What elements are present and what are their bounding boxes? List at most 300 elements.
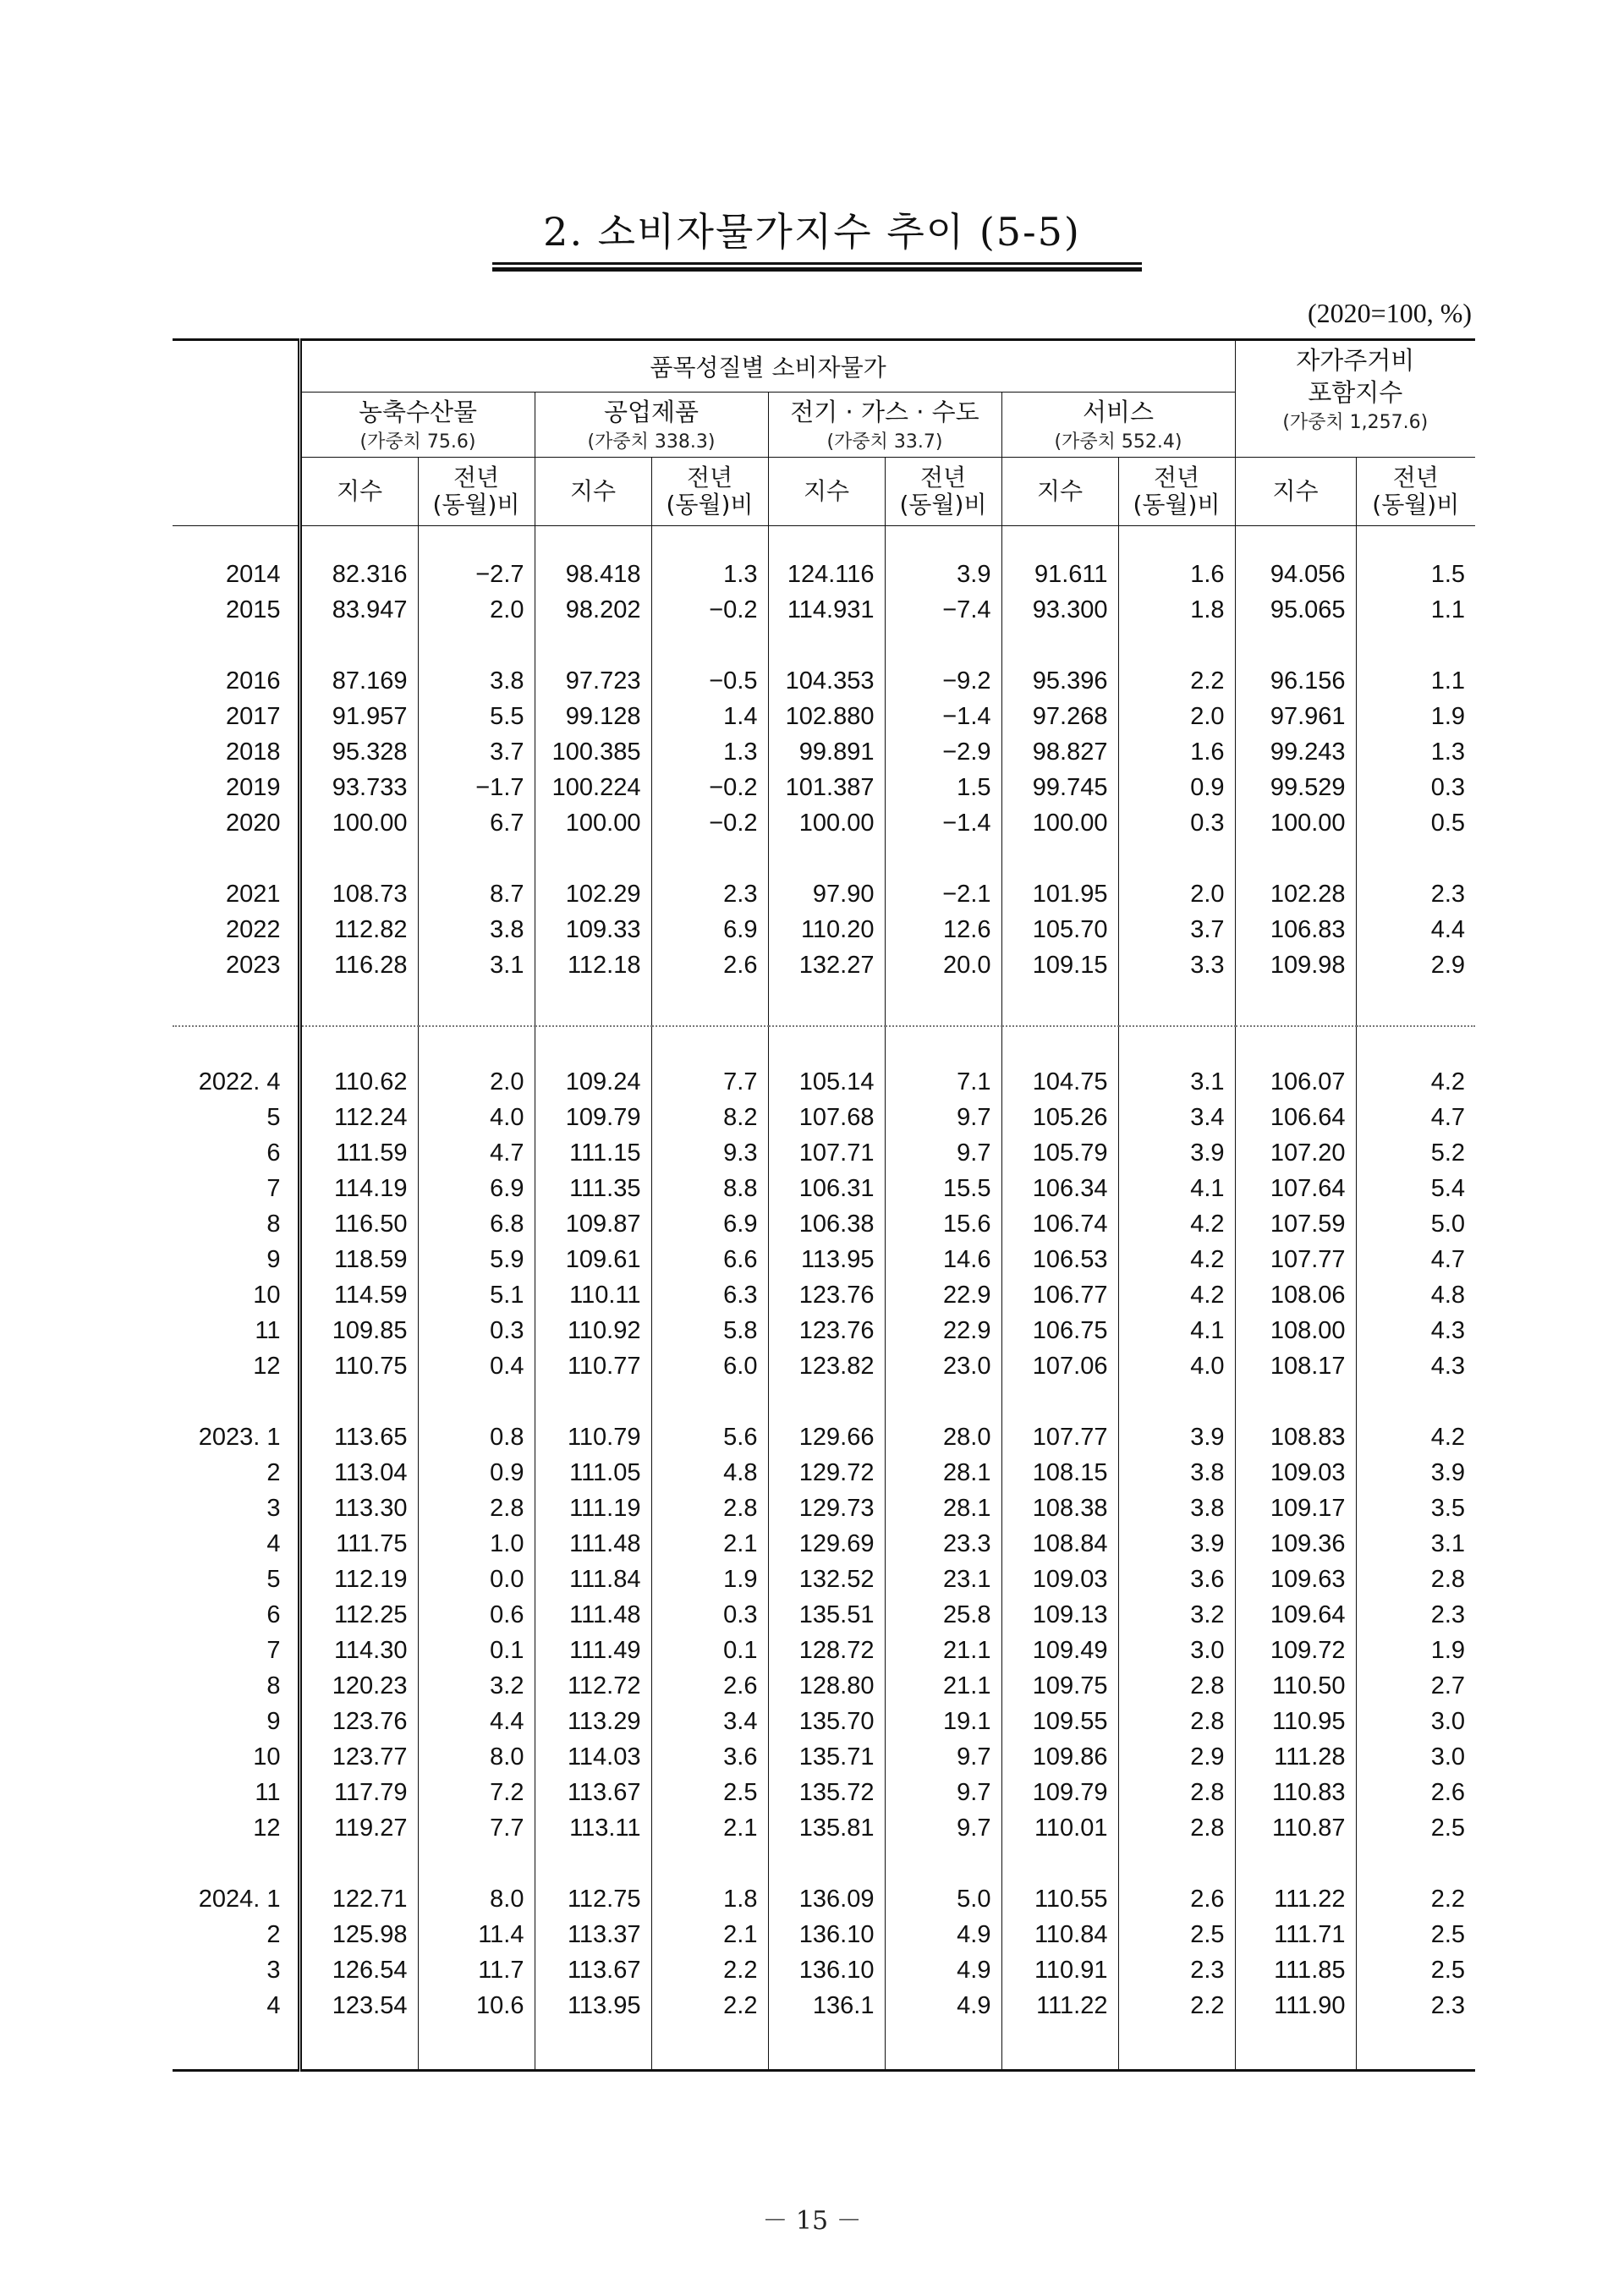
table-cell: 1.9 xyxy=(651,1562,768,1597)
row-label: 2018 xyxy=(225,738,281,766)
table-cell: 4.2 xyxy=(1118,1277,1235,1313)
table-row xyxy=(173,1135,1475,1171)
table-cell: −2.7 xyxy=(418,557,535,592)
table-cell: 109.03 xyxy=(1235,1455,1356,1491)
table-cell: 9.7 xyxy=(885,1135,1001,1171)
table-cell: 111.35 xyxy=(535,1171,651,1206)
table-cell: 28.1 xyxy=(885,1491,1001,1526)
table-cell: 106.75 xyxy=(1001,1313,1118,1348)
table-cell: 2.0 xyxy=(418,592,535,628)
table-cell: 3.7 xyxy=(1118,912,1235,947)
table-cell: −0.2 xyxy=(651,592,768,628)
table-cell: 97.90 xyxy=(768,876,885,912)
table-cell: 4.9 xyxy=(885,1917,1001,1952)
table-cell: 8.8 xyxy=(651,1171,768,1206)
table-cell: 7.7 xyxy=(418,1810,535,1846)
table-cell: 23.3 xyxy=(885,1526,1001,1562)
table-row xyxy=(173,1562,1475,1597)
row-label: 2024. 1 xyxy=(198,1886,281,1913)
table-cell: 2.5 xyxy=(1356,1810,1475,1846)
table-row xyxy=(173,1810,1475,1846)
table-cell: 111.85 xyxy=(1235,1952,1356,1988)
table-cell: 107.71 xyxy=(768,1135,885,1171)
table-cell: 21.1 xyxy=(885,1668,1001,1704)
row-label: 2017 xyxy=(225,703,281,730)
table-cell: 3.9 xyxy=(885,557,1001,592)
table-cell: 91.957 xyxy=(299,699,418,734)
table-cell: 107.68 xyxy=(768,1100,885,1135)
table-cell: 110.83 xyxy=(1235,1775,1356,1810)
row-label: 2015 xyxy=(225,596,281,623)
table-cell: 122.71 xyxy=(299,1881,418,1917)
table-cell: 107.77 xyxy=(1001,1419,1118,1455)
table-cell: 4.7 xyxy=(1356,1100,1475,1135)
sub-change-header: 전년 (동월)비 xyxy=(1118,458,1235,526)
table-cell: 99.243 xyxy=(1235,734,1356,770)
table-cell: 97.961 xyxy=(1235,699,1356,734)
table-cell: 110.87 xyxy=(1235,1810,1356,1846)
table-cell: 129.66 xyxy=(768,1419,885,1455)
table-cell: 107.06 xyxy=(1001,1348,1118,1384)
table-cell: 106.53 xyxy=(1001,1242,1118,1277)
table-cell: 5.0 xyxy=(1356,1206,1475,1242)
table-cell: 12.6 xyxy=(885,912,1001,947)
row-label: 2021 xyxy=(225,881,281,908)
table-cell: 119.27 xyxy=(299,1810,418,1846)
table-cell: 93.733 xyxy=(299,770,418,805)
table-cell: 95.396 xyxy=(1001,663,1118,699)
table-cell: 2.1 xyxy=(651,1810,768,1846)
table-cell: 3.1 xyxy=(1356,1526,1475,1562)
table-cell: 123.76 xyxy=(768,1277,885,1313)
table-cell: 109.36 xyxy=(1235,1526,1356,1562)
table-cell: 8.0 xyxy=(418,1881,535,1917)
table-cell: 10.6 xyxy=(418,1988,535,2023)
table-cell: 126.54 xyxy=(299,1952,418,1988)
table-cell: 95.065 xyxy=(1235,592,1356,628)
table-row xyxy=(173,1313,1475,1348)
table-cell: 5.4 xyxy=(1356,1171,1475,1206)
table-cell: 1.3 xyxy=(651,557,768,592)
category-name: 농축수산물 xyxy=(358,398,478,426)
table-cell: 14.6 xyxy=(885,1242,1001,1277)
sub-index-header: 지수 xyxy=(299,458,418,526)
sub-index-header: 지수 xyxy=(768,458,885,526)
table-cell: 112.72 xyxy=(535,1668,651,1704)
row-label: 11 xyxy=(255,1317,281,1344)
row-label: 2014 xyxy=(225,561,281,588)
table-cell: 22.9 xyxy=(885,1313,1001,1348)
table-cell: 3.0 xyxy=(1118,1633,1235,1668)
table-cell: 0.3 xyxy=(1118,805,1235,841)
table-cell: −2.1 xyxy=(885,876,1001,912)
table-cell: 4.1 xyxy=(1118,1171,1235,1206)
table-cell: 2.8 xyxy=(1118,1704,1235,1739)
table-cell: 2.6 xyxy=(1118,1881,1235,1917)
row-label: 12 xyxy=(253,1815,281,1842)
table-cell: 107.59 xyxy=(1235,1206,1356,1242)
table-cell: 110.01 xyxy=(1001,1810,1118,1846)
table-cell: 114.30 xyxy=(299,1633,418,1668)
table-cell: 4.8 xyxy=(651,1455,768,1491)
row-label: 2016 xyxy=(225,667,281,695)
table-cell: 2.0 xyxy=(418,1064,535,1100)
table-cell: 6.3 xyxy=(651,1277,768,1313)
table-cell: 2.6 xyxy=(651,1668,768,1704)
table-cell: 4.2 xyxy=(1118,1242,1235,1277)
table-cell: 4.9 xyxy=(885,1952,1001,1988)
table-cell: 112.18 xyxy=(535,947,651,983)
table-cell: 3.7 xyxy=(418,734,535,770)
table-cell: 8.2 xyxy=(651,1100,768,1135)
row-label: 12 xyxy=(253,1353,281,1380)
table-cell: 1.6 xyxy=(1118,734,1235,770)
table-cell: 100.00 xyxy=(1235,805,1356,841)
table-cell: 3.2 xyxy=(1118,1597,1235,1633)
table-cell: 7.7 xyxy=(651,1064,768,1100)
table-cell: 111.48 xyxy=(535,1526,651,1562)
table-cell: 111.22 xyxy=(1235,1881,1356,1917)
table-cell: 110.11 xyxy=(535,1277,651,1313)
table-row xyxy=(173,699,1475,734)
table-cell: 109.24 xyxy=(535,1064,651,1100)
table-cell: 135.71 xyxy=(768,1739,885,1775)
table-cell: 116.50 xyxy=(299,1206,418,1242)
table-cell: 105.70 xyxy=(1001,912,1118,947)
row-label: 9 xyxy=(266,1246,281,1273)
table-cell: 8.0 xyxy=(418,1739,535,1775)
table-cell: 5.2 xyxy=(1356,1135,1475,1171)
table-cell: 129.72 xyxy=(768,1455,885,1491)
table-cell: 6.0 xyxy=(651,1348,768,1384)
table-row xyxy=(173,912,1475,947)
table-cell: 7.1 xyxy=(885,1064,1001,1100)
table-cell: 1.1 xyxy=(1356,592,1475,628)
row-label: 7 xyxy=(266,1175,281,1202)
table-cell: 19.1 xyxy=(885,1704,1001,1739)
category-agri xyxy=(299,393,535,458)
table-cell: 113.11 xyxy=(535,1810,651,1846)
row-label: 9 xyxy=(266,1708,281,1735)
table-cell: 106.31 xyxy=(768,1171,885,1206)
table-cell: 128.72 xyxy=(768,1633,885,1668)
title-underline-thick xyxy=(492,267,1142,272)
table-row xyxy=(173,1455,1475,1491)
table-cell: 2.1 xyxy=(651,1917,768,1952)
table-header xyxy=(173,340,1475,526)
table-cell: 112.19 xyxy=(299,1562,418,1597)
owner-label-line2: 포함지수 xyxy=(1308,378,1403,407)
table-cell: 3.9 xyxy=(1118,1419,1235,1455)
table-cell: 1.6 xyxy=(1118,557,1235,592)
category-name: 서비스 xyxy=(1082,398,1155,426)
table-cell: 106.83 xyxy=(1235,912,1356,947)
table-cell: 109.17 xyxy=(1235,1491,1356,1526)
table-cell: 106.77 xyxy=(1001,1277,1118,1313)
table-cell: 100.00 xyxy=(535,805,651,841)
sub-index-header: 지수 xyxy=(535,458,651,526)
table-cell: 3.2 xyxy=(418,1668,535,1704)
table-row xyxy=(173,1526,1475,1562)
row-label: 10 xyxy=(253,1743,281,1771)
table-cell: 107.64 xyxy=(1235,1171,1356,1206)
table-cell: 6.9 xyxy=(651,1206,768,1242)
table-cell: 4.8 xyxy=(1356,1277,1475,1313)
table-cell: 106.64 xyxy=(1235,1100,1356,1135)
table-cell: 136.10 xyxy=(768,1952,885,1988)
table-cell: 129.73 xyxy=(768,1491,885,1526)
table-cell: 109.86 xyxy=(1001,1739,1118,1775)
table-row xyxy=(173,1491,1475,1526)
category-services xyxy=(1001,393,1235,458)
table-cell: 109.87 xyxy=(535,1206,651,1242)
table-cell: 101.95 xyxy=(1001,876,1118,912)
table-cell: 112.75 xyxy=(535,1881,651,1917)
table-cell: 110.84 xyxy=(1001,1917,1118,1952)
table-cell: 128.80 xyxy=(768,1668,885,1704)
table-cell: 4.0 xyxy=(1118,1348,1235,1384)
table-cell: 109.33 xyxy=(535,912,651,947)
table-cell: 100.224 xyxy=(535,770,651,805)
table-cell: 111.59 xyxy=(299,1135,418,1171)
table-cell: 109.61 xyxy=(535,1242,651,1277)
category-name: 공업제품 xyxy=(603,398,700,426)
table-cell: 3.1 xyxy=(1118,1064,1235,1100)
table-cell: 8.7 xyxy=(418,876,535,912)
table-cell: 15.6 xyxy=(885,1206,1001,1242)
table-cell: 6.8 xyxy=(418,1206,535,1242)
table-cell: 98.418 xyxy=(535,557,651,592)
table-cell: 2.2 xyxy=(1356,1881,1475,1917)
table-cell: 15.5 xyxy=(885,1171,1001,1206)
table-cell: 9.7 xyxy=(885,1100,1001,1135)
table-cell: 1.9 xyxy=(1356,1633,1475,1668)
table-cell: 87.169 xyxy=(299,663,418,699)
table-row xyxy=(173,1100,1475,1135)
table-cell: 1.3 xyxy=(1356,734,1475,770)
table-cell: 11.7 xyxy=(418,1952,535,1988)
table-cell: 132.27 xyxy=(768,947,885,983)
table-cell: 4.0 xyxy=(418,1100,535,1135)
table-cell: 109.64 xyxy=(1235,1597,1356,1633)
table-row xyxy=(173,805,1475,841)
table-cell: 109.15 xyxy=(1001,947,1118,983)
table-cell: 3.3 xyxy=(1118,947,1235,983)
table-row xyxy=(173,1952,1475,1988)
table-cell: 113.65 xyxy=(299,1419,418,1455)
table-cell: 1.8 xyxy=(651,1881,768,1917)
table-cell: 108.17 xyxy=(1235,1348,1356,1384)
table-cell: 107.20 xyxy=(1235,1135,1356,1171)
table-cell: 21.1 xyxy=(885,1633,1001,1668)
page-number: － 15 － xyxy=(762,2206,862,2236)
sub-change-header: 전년 (동월)비 xyxy=(1356,458,1475,526)
table-cell: 7.2 xyxy=(418,1775,535,1810)
table-cell: 110.95 xyxy=(1235,1704,1356,1739)
table-cell: 113.67 xyxy=(535,1775,651,1810)
table-cell: 4.9 xyxy=(885,1988,1001,2023)
table-cell: 113.04 xyxy=(299,1455,418,1491)
row-label: 3 xyxy=(266,1495,281,1522)
sub-index-header: 지수 xyxy=(1235,458,1356,526)
table-cell: 2.8 xyxy=(1118,1668,1235,1704)
table-cell: 9.7 xyxy=(885,1739,1001,1775)
table-cell: 110.62 xyxy=(299,1064,418,1100)
table-cell: 111.15 xyxy=(535,1135,651,1171)
row-label: 2019 xyxy=(225,774,281,801)
table-row xyxy=(173,1277,1475,1313)
table-cell: 100.00 xyxy=(1001,805,1118,841)
table-cell: 111.22 xyxy=(1001,1988,1118,2023)
table-cell: 135.70 xyxy=(768,1704,885,1739)
table-cell: 120.23 xyxy=(299,1668,418,1704)
table-cell: −0.2 xyxy=(651,805,768,841)
owner-header xyxy=(1235,340,1475,458)
table-cell: 111.28 xyxy=(1235,1739,1356,1775)
category-weight: (가중치 33.7) xyxy=(826,431,943,453)
sub-change-header: 전년 (동월)비 xyxy=(651,458,768,526)
table-cell: 110.75 xyxy=(299,1348,418,1384)
table-cell: 100.00 xyxy=(299,805,418,841)
table-cell: 2.5 xyxy=(1118,1917,1235,1952)
table-cell: 111.90 xyxy=(1235,1988,1356,2023)
table-cell: 1.9 xyxy=(1356,699,1475,734)
table-cell: 2.0 xyxy=(1118,699,1235,734)
table-cell: 2.2 xyxy=(651,1952,768,1988)
table-cell: 6.9 xyxy=(651,912,768,947)
table-cell: −1.4 xyxy=(885,805,1001,841)
sub-change-header: 전년 (동월)비 xyxy=(418,458,535,526)
table-cell: 2.6 xyxy=(651,947,768,983)
table-cell: 108.84 xyxy=(1001,1526,1118,1562)
table-row xyxy=(173,592,1475,628)
table-cell: −9.2 xyxy=(885,663,1001,699)
table-cell: 135.81 xyxy=(768,1810,885,1846)
table-cell: 1.8 xyxy=(1118,592,1235,628)
table-cell: 116.28 xyxy=(299,947,418,983)
table-cell: 109.79 xyxy=(1001,1775,1118,1810)
row-label: 2 xyxy=(266,1921,281,1948)
table-cell: 2.2 xyxy=(651,1988,768,2023)
table-cell: 3.0 xyxy=(1356,1739,1475,1775)
table-cell: 111.05 xyxy=(535,1455,651,1491)
table-cell: 113.30 xyxy=(299,1491,418,1526)
table-cell: 102.880 xyxy=(768,699,885,734)
table-cell: 113.95 xyxy=(535,1988,651,2023)
table-cell: 3.1 xyxy=(418,947,535,983)
table-cell: 5.5 xyxy=(418,699,535,734)
table-cell: 99.128 xyxy=(535,699,651,734)
table-cell: 2.5 xyxy=(1356,1917,1475,1952)
table-cell: 108.00 xyxy=(1235,1313,1356,1348)
sub-index-header: 지수 xyxy=(1001,458,1118,526)
table-cell: 82.316 xyxy=(299,557,418,592)
table-cell: 108.83 xyxy=(1235,1419,1356,1455)
table-cell: 114.59 xyxy=(299,1277,418,1313)
table-cell: 109.03 xyxy=(1001,1562,1118,1597)
table-row xyxy=(173,1739,1475,1775)
table-cell: 0.1 xyxy=(418,1633,535,1668)
table-cell: 6.6 xyxy=(651,1242,768,1277)
owner-label-line1: 자가주거비 xyxy=(1296,346,1415,375)
table-cell: 110.92 xyxy=(535,1313,651,1348)
table-cell: 111.48 xyxy=(535,1597,651,1633)
table-cell: 0.9 xyxy=(418,1455,535,1491)
table-cell: 2.3 xyxy=(1356,1988,1475,2023)
table-cell: 0.8 xyxy=(418,1419,535,1455)
table-cell: 99.529 xyxy=(1235,770,1356,805)
row-label: 5 xyxy=(266,1566,281,1593)
table-cell: 23.1 xyxy=(885,1562,1001,1597)
table-row xyxy=(173,1171,1475,1206)
table-row xyxy=(173,1633,1475,1668)
table-cell: 123.77 xyxy=(299,1739,418,1775)
table-cell: 3.6 xyxy=(651,1739,768,1775)
table-cell: 2.6 xyxy=(1356,1775,1475,1810)
table-cell: 109.13 xyxy=(1001,1597,1118,1633)
row-label: 4 xyxy=(266,1530,281,1557)
table-cell: 108.73 xyxy=(299,876,418,912)
table-cell: 123.76 xyxy=(299,1704,418,1739)
table-cell: 110.79 xyxy=(535,1419,651,1455)
table-cell: 111.71 xyxy=(1235,1917,1356,1952)
table-cell: 3.5 xyxy=(1356,1491,1475,1526)
table-cell: 105.26 xyxy=(1001,1100,1118,1135)
table-cell: 2.8 xyxy=(1356,1562,1475,1597)
table-cell: 5.1 xyxy=(418,1277,535,1313)
table-cell: 0.3 xyxy=(1356,770,1475,805)
table-cell: 99.745 xyxy=(1001,770,1118,805)
row-label: 2023. 1 xyxy=(198,1424,281,1451)
table-cell: 0.5 xyxy=(1356,805,1475,841)
table-cell: 1.3 xyxy=(651,734,768,770)
table-cell: 110.55 xyxy=(1001,1881,1118,1917)
table-cell: 111.49 xyxy=(535,1633,651,1668)
table-cell: 4.7 xyxy=(418,1135,535,1171)
table-cell: −0.2 xyxy=(651,770,768,805)
table-cell: 4.2 xyxy=(1356,1064,1475,1100)
table-cell: 135.72 xyxy=(768,1775,885,1810)
table-cell: 0.6 xyxy=(418,1597,535,1633)
table-cell: 4.2 xyxy=(1118,1206,1235,1242)
table-cell: 125.98 xyxy=(299,1917,418,1952)
table-cell: 106.07 xyxy=(1235,1064,1356,1100)
table-cell: 3.0 xyxy=(1356,1704,1475,1739)
table-row xyxy=(173,1206,1475,1242)
table-cell: 3.9 xyxy=(1118,1526,1235,1562)
table-cell: 112.82 xyxy=(299,912,418,947)
table-cell: 1.5 xyxy=(885,770,1001,805)
table-cell: 107.77 xyxy=(1235,1242,1356,1277)
table-cell: 3.8 xyxy=(418,912,535,947)
table-cell: −0.5 xyxy=(651,663,768,699)
row-label: 8 xyxy=(266,1672,281,1699)
sub-change-header: 전년 (동월)비 xyxy=(885,458,1001,526)
table-cell: 135.51 xyxy=(768,1597,885,1633)
table-cell: 2.0 xyxy=(1118,876,1235,912)
table-row xyxy=(173,876,1475,912)
row-label: 2 xyxy=(266,1459,281,1486)
table-cell: 5.9 xyxy=(418,1242,535,1277)
table-cell: 102.29 xyxy=(535,876,651,912)
category-weight: (가중치 338.3) xyxy=(587,431,716,453)
table-row xyxy=(173,1064,1475,1100)
table-cell: 113.67 xyxy=(535,1952,651,1988)
table-cell: 106.34 xyxy=(1001,1171,1118,1206)
table-row xyxy=(173,1348,1475,1384)
table-row xyxy=(173,1917,1475,1952)
table-cell: 6.7 xyxy=(418,805,535,841)
